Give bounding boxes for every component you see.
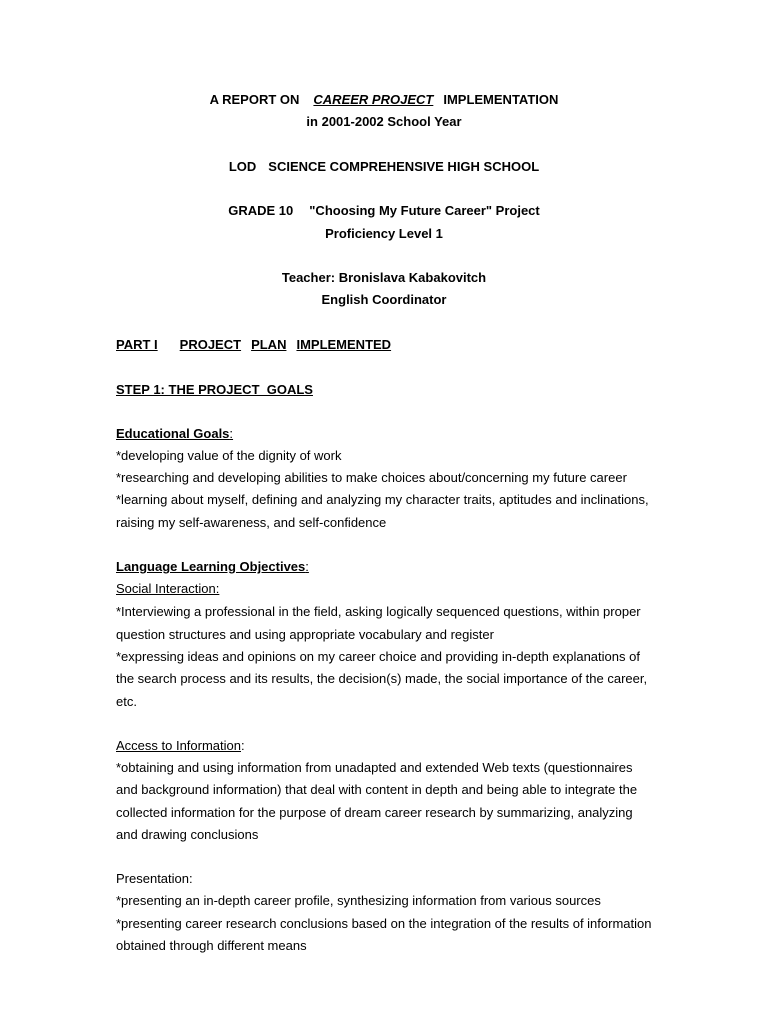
access-line: *obtaining and using information from unadapted and extended Web texts (questionnaires <box>116 760 633 775</box>
educational-goals-heading <box>116 426 233 442</box>
educational-line: *developing value of the dignity of work <box>116 448 342 463</box>
part-word-1: PROJECT <box>179 337 242 352</box>
title-prefix: A REPORT ON <box>209 92 300 107</box>
teacher: Teacher: Bronislava Kabakovitch <box>281 270 487 285</box>
school-year: in 2001-2002 School Year <box>306 114 462 129</box>
educational-line: *researching and developing abilities to make choices about/concerning my future career <box>116 470 627 485</box>
school-name: SCIENCE COMPREHENSIVE HIGH SCHOOL <box>268 159 540 174</box>
part-word-2: PLAN <box>251 337 287 352</box>
access-colon: : <box>241 738 245 753</box>
title-project: CAREER PROJECT <box>313 92 434 107</box>
report-title <box>0 92 768 108</box>
title-suffix: IMPLEMENTATION <box>443 92 559 107</box>
step-heading: STEP 1: THE PROJECT GOALS <box>116 382 313 397</box>
language-objectives-colon: : <box>305 559 309 574</box>
educational-line: raising my self-awareness, and self-confidence <box>116 515 387 530</box>
social-interaction-heading: Social Interaction: <box>116 581 220 596</box>
social-line: *expressing ideas and opinions on my career choice and providing in-depth explanations of <box>116 649 640 664</box>
project-name: "Choosing My Future Career" Project <box>309 203 540 218</box>
access-heading <box>116 738 245 754</box>
school-lod: LOD <box>228 159 257 174</box>
part-heading <box>116 337 391 353</box>
presentation-line: *presenting an in-depth career profile, synthesizing information from various sources <box>116 893 601 908</box>
proficiency: Proficiency Level 1 <box>325 226 443 241</box>
access-line: collected information for the purpose of dream career research by summarizing, analyzing <box>116 805 633 820</box>
grade-line <box>0 203 768 219</box>
educational-goals-colon: : <box>229 426 234 441</box>
language-objectives-heading <box>116 559 309 575</box>
part-word-3: IMPLEMENTED <box>296 337 392 352</box>
teacher-role: English Coordinator <box>321 292 447 307</box>
social-line: question structures and using appropriate vocabulary and register <box>116 627 494 642</box>
grade: GRADE 10 <box>228 203 294 218</box>
social-line: etc. <box>116 694 137 709</box>
presentation-line: *presenting career research conclusions based on the integration of the results of information <box>116 916 652 931</box>
access-line: and background information) that deal with content in depth and being able to integrate the <box>116 782 638 797</box>
part-label: PART I <box>116 337 158 352</box>
access-line: and drawing conclusions <box>116 827 259 842</box>
educational-line: *learning about myself, defining and analyzing my character traits, aptitudes and inclinations, <box>116 492 649 507</box>
school-line <box>0 159 768 175</box>
social-line: the search process and its results, the decision(s) made, the social importance of the career, <box>116 671 648 686</box>
access-title: Access to Information <box>116 738 241 753</box>
presentation-line: obtained through different means <box>116 938 307 953</box>
language-objectives-title: Language Learning Objectives <box>116 559 306 574</box>
social-line: *Interviewing a professional in the field, asking logically sequenced questions, within proper <box>116 604 641 619</box>
educational-goals-title: Educational Goals <box>116 426 230 441</box>
presentation-heading: Presentation: <box>116 871 193 886</box>
